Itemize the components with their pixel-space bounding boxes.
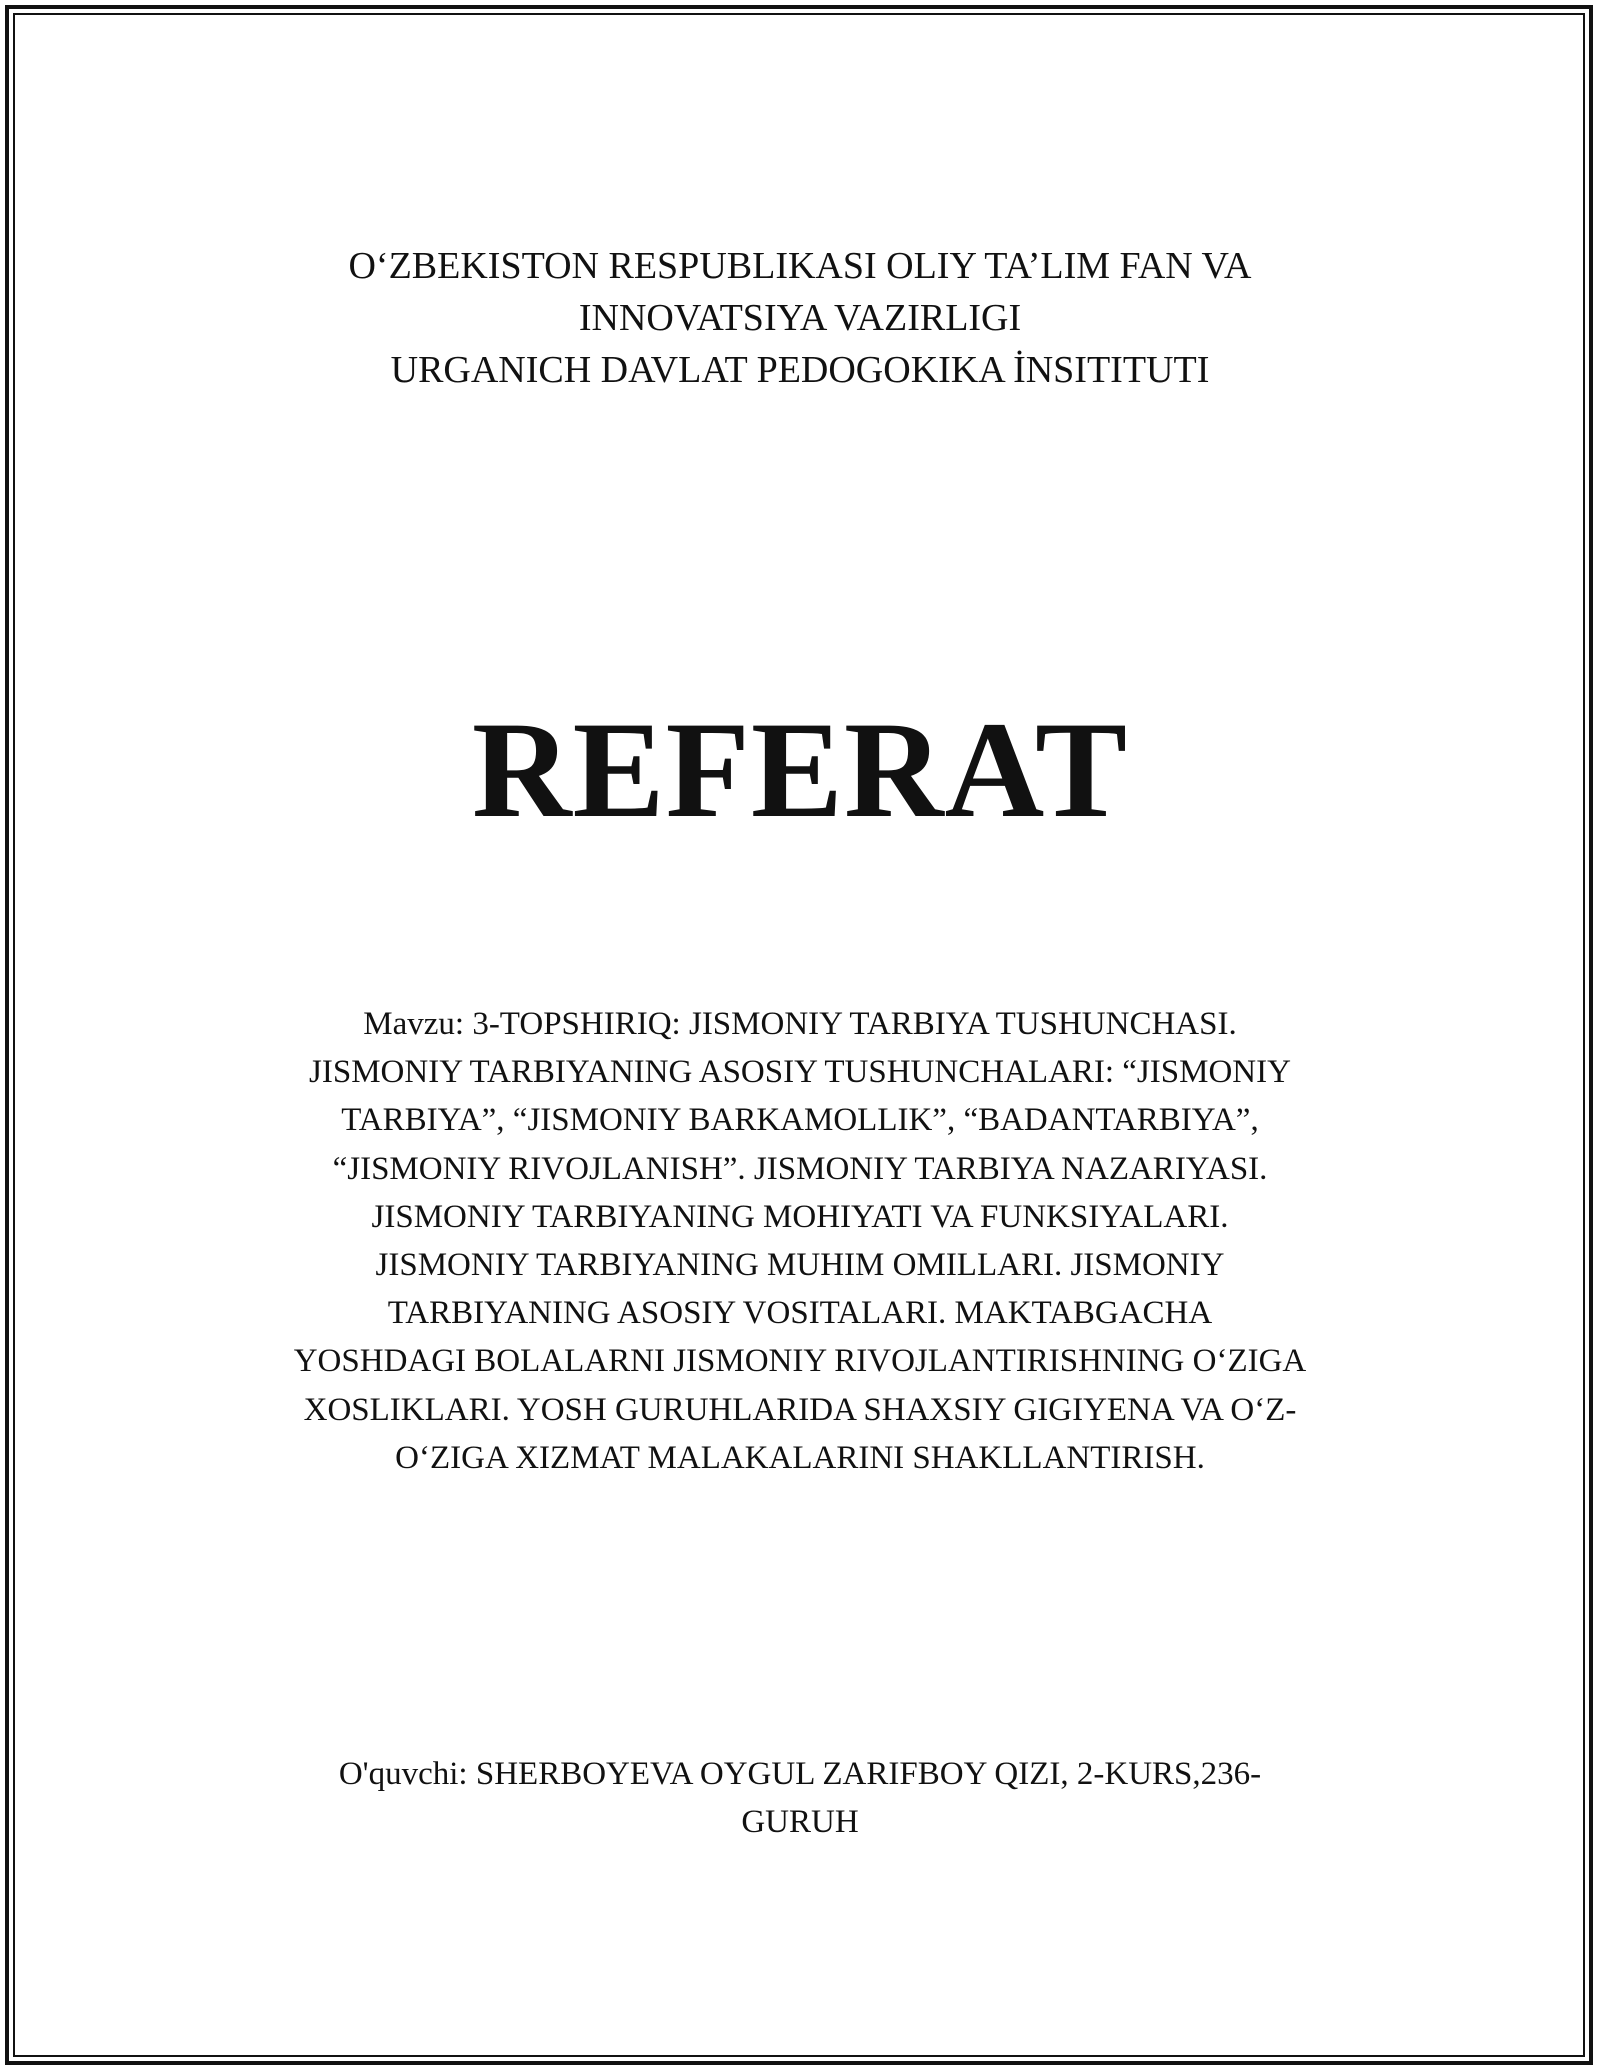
topic-line: “JISMONIY RIVOJLANISH”. JISMONIY TARBIYA NAZARIYASI. [332,1150,1268,1187]
ministry-line-2: INNOVATSIYA VAZIRLIGI [578,297,1022,339]
student-line-2: GURUH [741,1804,859,1840]
topic-line: JISMONIY TARBIYANING ASOSIY TUSHUNCHALARI: “JISMONIY [309,1054,1291,1091]
student-line-1: O'quvchi: SHERBOYEVA OYGUL ZARIFBOY QIZI, 2-KURS,236- [338,1756,1262,1792]
topic-line: Mavzu: 3-TOPSHIRIQ: JISMONIY TARBIYA TUSHUNCHASI. [363,1006,1237,1042]
topic-line: JISMONIY TARBIYANING MUHIM OMILLARI. JISMONIY [375,1247,1225,1284]
topic-line: JISMONIY TARBIYANING MOHIYATI VA FUNKSIYALARI. [371,1198,1229,1235]
topic-line: TARBIYA”, “JISMONIY BARKAMOLLIK”, “BADANTARBIYA”, [341,1102,1259,1139]
topic-block [0,1000,1600,1482]
ministry-line-1: O‘ZBEKISTON RESPUBLIKASI OLIY TA’LIM FAN VA [348,245,1252,287]
institute-name: URGANICH DAVLAT PEDOGOKIKA İNSITITUTI [390,349,1210,391]
student-info [0,1750,1600,1846]
topic-line: O‘ZIGA XIZMAT MALAKALARINI SHAKLLANTIRISH. [395,1439,1205,1476]
topic-line: TARBIYANING ASOSIY VOSITALARI. MAKTABGACHA [387,1295,1213,1332]
topic-line: XOSLIKLARI. YOSH GURUHLARIDA SHAXSIY GIGIYENA VA O‘Z- [303,1391,1297,1428]
ministry-header [0,240,1600,396]
document-title: REFERAT [471,693,1129,846]
topic-line: YOSHDAGI BOLALARNI JISMONIY RIVOJLANTIRISHNING O‘ZIGA [293,1343,1307,1380]
